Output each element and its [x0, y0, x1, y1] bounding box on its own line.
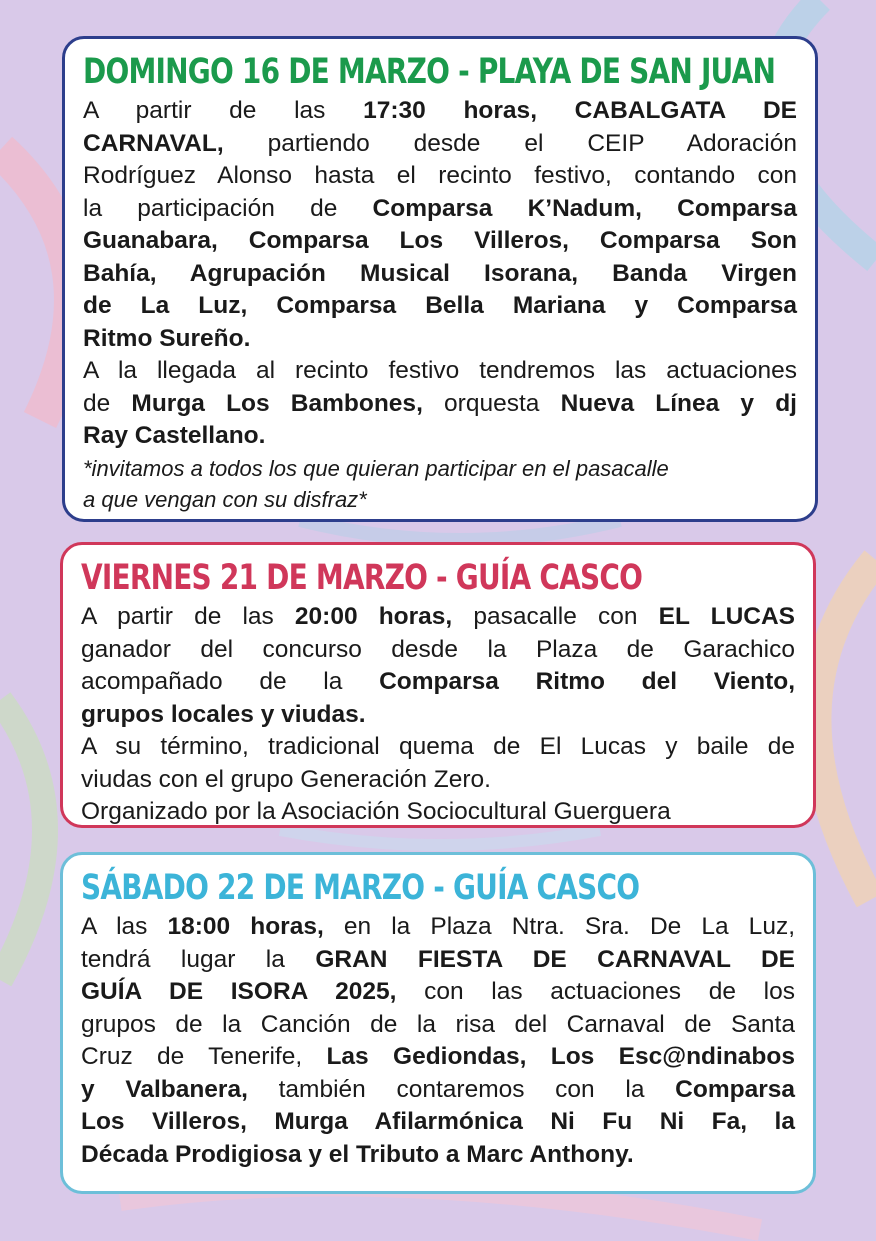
bold-text: Bahía, Agrupación Musical Isorana, Banda Virgen [83, 259, 797, 287]
event-title: SÁBADO 22 DE MARZO - GUÍA CASCO [81, 868, 640, 908]
text: partiendo desde el CEIP Adoración [223, 129, 797, 157]
bold-text: Murga Los Bambones, [131, 389, 423, 417]
text-line [83, 193, 797, 226]
bold-text: Comparsa Ritmo del Viento, [379, 668, 795, 695]
text-line [83, 420, 797, 453]
bold-text: GRAN FIESTA DE CARNAVAL DE [315, 945, 795, 973]
text-line [81, 796, 795, 828]
text: en la Plaza Ntra. Sra. De La Luz, [323, 913, 795, 940]
text: pasacalle con [452, 603, 659, 630]
text-line [81, 1074, 795, 1107]
bold-text: GUÍA DE ISORA 2025, [81, 978, 397, 1005]
text: con las actuaciones de los [396, 978, 795, 1005]
text: también contaremos con la [247, 1075, 676, 1103]
bold-text: Década Prodigiosa y el Tributo a Marc Anthony. [81, 1140, 634, 1168]
text-line [83, 323, 797, 356]
bold-text: de La Luz, Comparsa Bella Mariana y Comparsa [83, 292, 797, 319]
text-line [81, 1041, 795, 1074]
event-title: DOMINGO 16 DE MARZO - PLAYA DE SAN JUAN [83, 52, 776, 92]
text: grupos de la Canción de la risa del Carnaval de Santa [81, 1010, 795, 1038]
text-line [81, 634, 795, 667]
text: orquesta [422, 389, 561, 417]
note-line: a que vengan con su disfraz* [83, 486, 367, 512]
bold-text: Guanabara, Comparsa Los Villeros, Comparsa Son [83, 227, 797, 254]
text-line [83, 225, 797, 258]
bold-text: EL LUCAS [658, 603, 796, 630]
text-line [81, 699, 795, 732]
event-card-domingo [62, 36, 818, 522]
text-line [83, 258, 797, 291]
bold-text: 20:00 horas, [294, 603, 453, 630]
text-line [81, 666, 795, 699]
text: ganador del concurso desde la Plaza de Garachico [81, 635, 795, 663]
text-line [81, 976, 795, 1009]
bold-text: 17:30 horas, CABALGATA DE [363, 97, 797, 124]
bold-text: 18:00 horas, [167, 913, 324, 940]
text: Rodríguez Alonso hasta el recinto festivo, contando con [83, 162, 797, 189]
text-line [81, 911, 795, 944]
text: acompañado de la [81, 668, 380, 695]
event-note [83, 453, 797, 515]
text: A su término, tradicional quema de El Lucas y baile de [81, 733, 795, 760]
text: Organizado por la Asociación Sociocultural Guerguera [81, 798, 671, 825]
text-line [83, 128, 797, 161]
text: la participación de [83, 194, 373, 222]
text-line [83, 290, 797, 323]
bold-text: Nueva Línea y dj [560, 389, 797, 417]
text: A partir de las [81, 603, 295, 630]
text-line [81, 1139, 795, 1172]
bold-text: grupos locales y viudas. [81, 700, 366, 728]
bold-text: Las Gediondas, Los Esc@ndinabos [326, 1043, 795, 1070]
text-line [81, 944, 795, 977]
event-title: VIERNES 21 DE MARZO - GUÍA CASCO [81, 558, 643, 598]
note-line: *invitamos a todos los que quieran participar en el pasacalle [83, 455, 669, 481]
text-line [83, 355, 797, 388]
text-line [81, 764, 795, 797]
text-line [81, 1009, 795, 1042]
text-line [83, 160, 797, 193]
bold-text: Comparsa [675, 1075, 795, 1103]
text: A la llegada al recinto festivo tendremos las actuaciones [83, 357, 797, 384]
text-line [81, 1106, 795, 1139]
text: A partir de las [83, 97, 364, 124]
event-description [83, 95, 797, 453]
event-description [81, 911, 795, 1171]
bold-text: CARNAVAL, [83, 129, 224, 157]
bold-text: y Valbanera, [81, 1075, 248, 1103]
event-description [81, 601, 795, 828]
text-line [81, 601, 795, 634]
text: Cruz de Tenerife, [81, 1043, 327, 1070]
bold-text: Ray Castellano. [83, 422, 266, 449]
bold-text: Comparsa K’Nadum, Comparsa [372, 194, 797, 222]
bold-text: Ritmo Sureño. [83, 324, 251, 352]
text-line [83, 388, 797, 421]
text-line [83, 95, 797, 128]
text: de [83, 389, 132, 417]
text: A las [81, 913, 168, 940]
text: tendrá lugar la [81, 945, 316, 973]
event-card-sabado [60, 852, 816, 1194]
bold-text: Los Villeros, Murga Afilarmónica Ni Fu Ni Fa, la [81, 1108, 795, 1135]
event-card-viernes [60, 542, 816, 828]
text-line [81, 731, 795, 764]
text: viudas con el grupo Generación Zero. [81, 765, 491, 793]
